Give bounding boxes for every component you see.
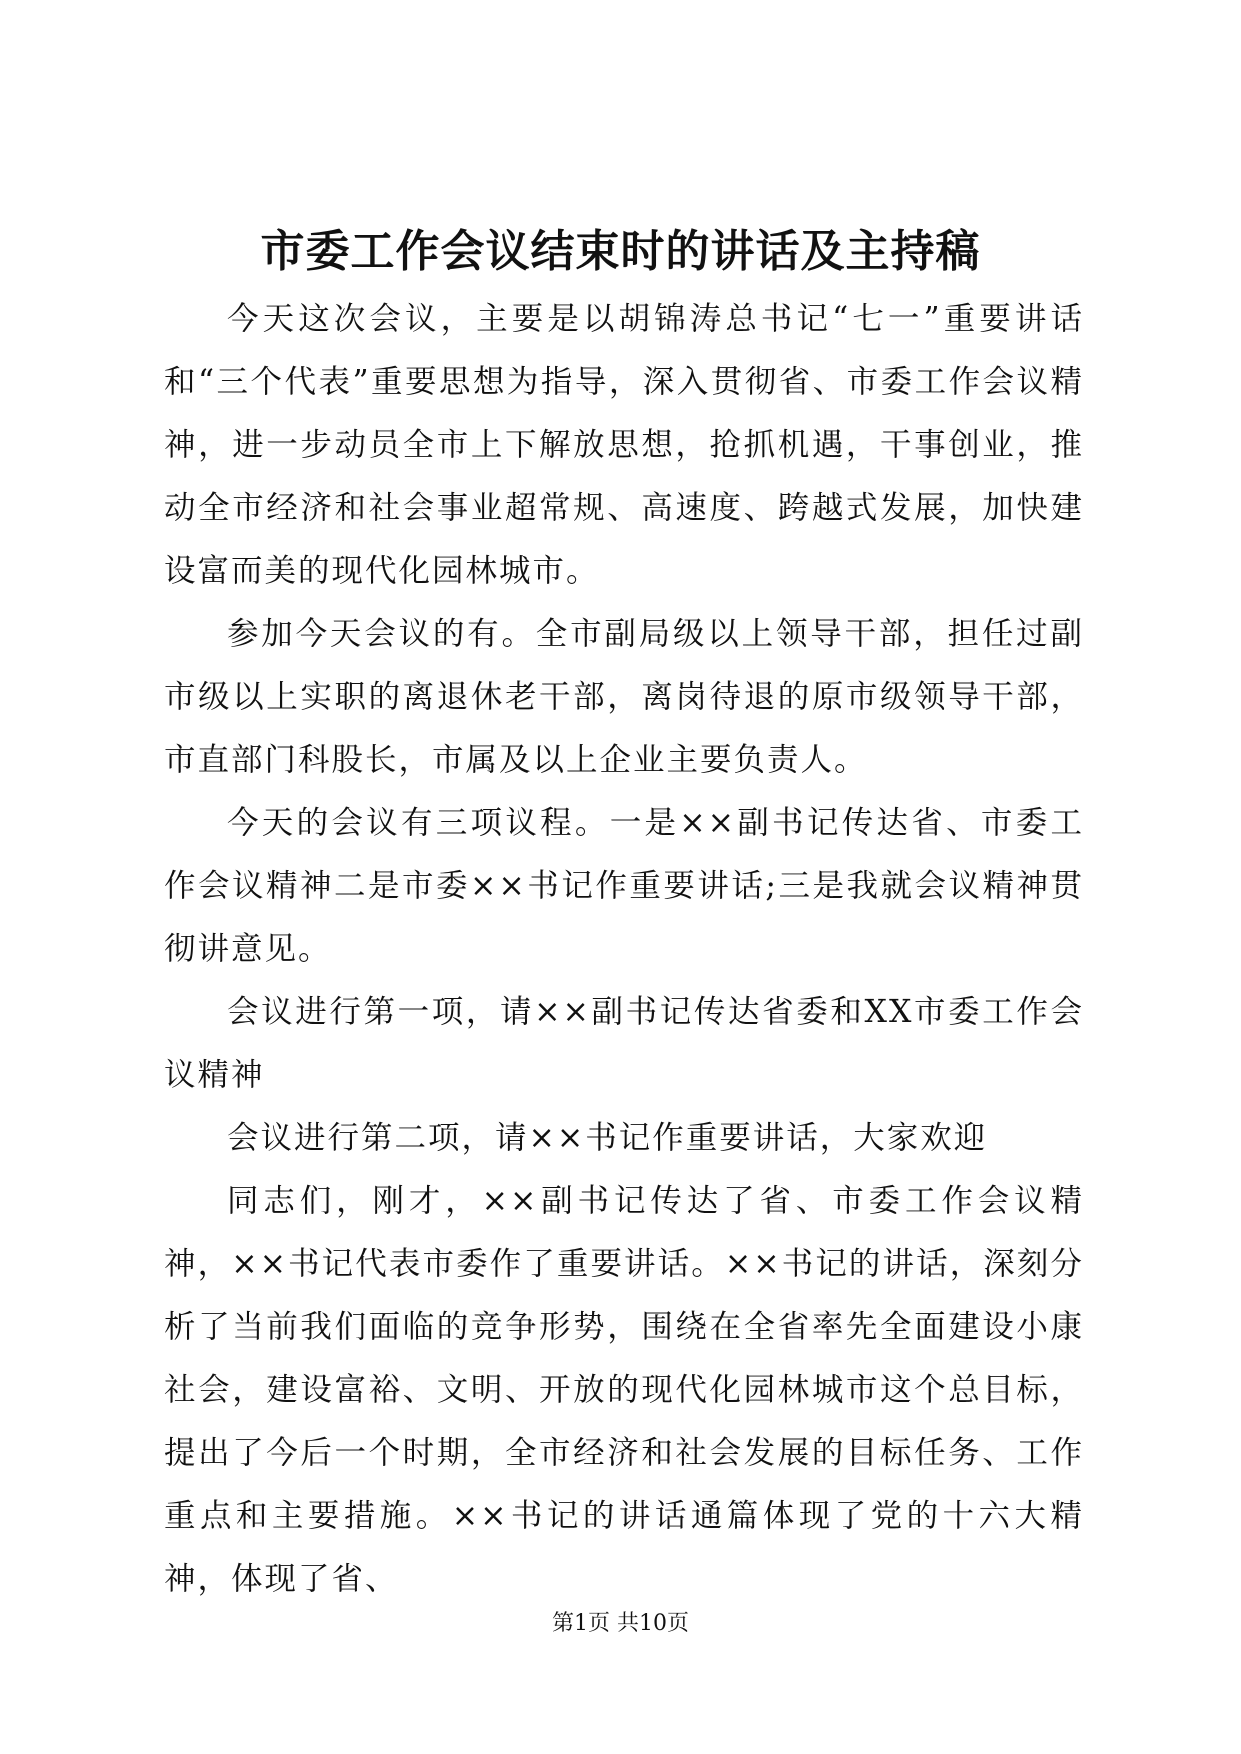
paragraph-5: 会议进行第二项，请××书记作重要讲话，大家欢迎: [227, 1120, 988, 1156]
footer-page-mid: 页 共: [588, 1611, 639, 1636]
document-title: 市委工作会议结束时的讲话及主持稿: [260, 226, 981, 277]
footer-page-number: 1: [574, 1611, 588, 1636]
document-body: [164, 288, 1084, 1611]
paragraph-3: 今天的会议有三项议程。一是××副书记传达省、市委工作会议精神二是市委××书记作重要讲话;三是我就会议精神贯彻讲意见。: [164, 805, 1084, 967]
page-footer: [0, 1609, 1241, 1639]
footer-page-prefix: 第: [551, 1611, 574, 1636]
paragraph-6: 同志们，刚才，××副书记传达了省、市委工作会议精神，××书记代表市委作了重要讲话。××书记的讲话，深刻分析了当前我们面临的竞争形势，围绕在全省率先全面建设小康社会，建设富裕、文明、开放的现代化园林城市这个总目标，提出了今后一个时期，全市经济和社会发展的目标任务、工作重点和主要措施。××书记的讲话通篇体现了党的十六大精神，体现了省、: [164, 1183, 1084, 1597]
footer-page-total: 10: [639, 1611, 667, 1636]
paragraph-2: 参加今天会议的有。全市副局级以上领导干部，担任过副市级以上实职的离退休老干部，离岗待退的原市级领导干部，市直部门科股长，市属及以上企业主要负责人。: [164, 616, 1084, 778]
paragraph-4: 会议进行第一项，请××副书记传达省委和XX市委工作会议精神: [164, 994, 1084, 1093]
paragraph-1: 今天这次会议，主要是以胡锦涛总书记“七一”重要讲话和“三个代表”重要思想为指导，深入贯彻省、市委工作会议精神，进一步动员全市上下解放思想，抢抓机遇，干事创业，推动全市经济和社会事业超常规、高速度、跨越式发展，加快建设富而美的现代化园林城市。: [164, 301, 1084, 589]
footer-page-suffix: 页: [667, 1611, 690, 1636]
